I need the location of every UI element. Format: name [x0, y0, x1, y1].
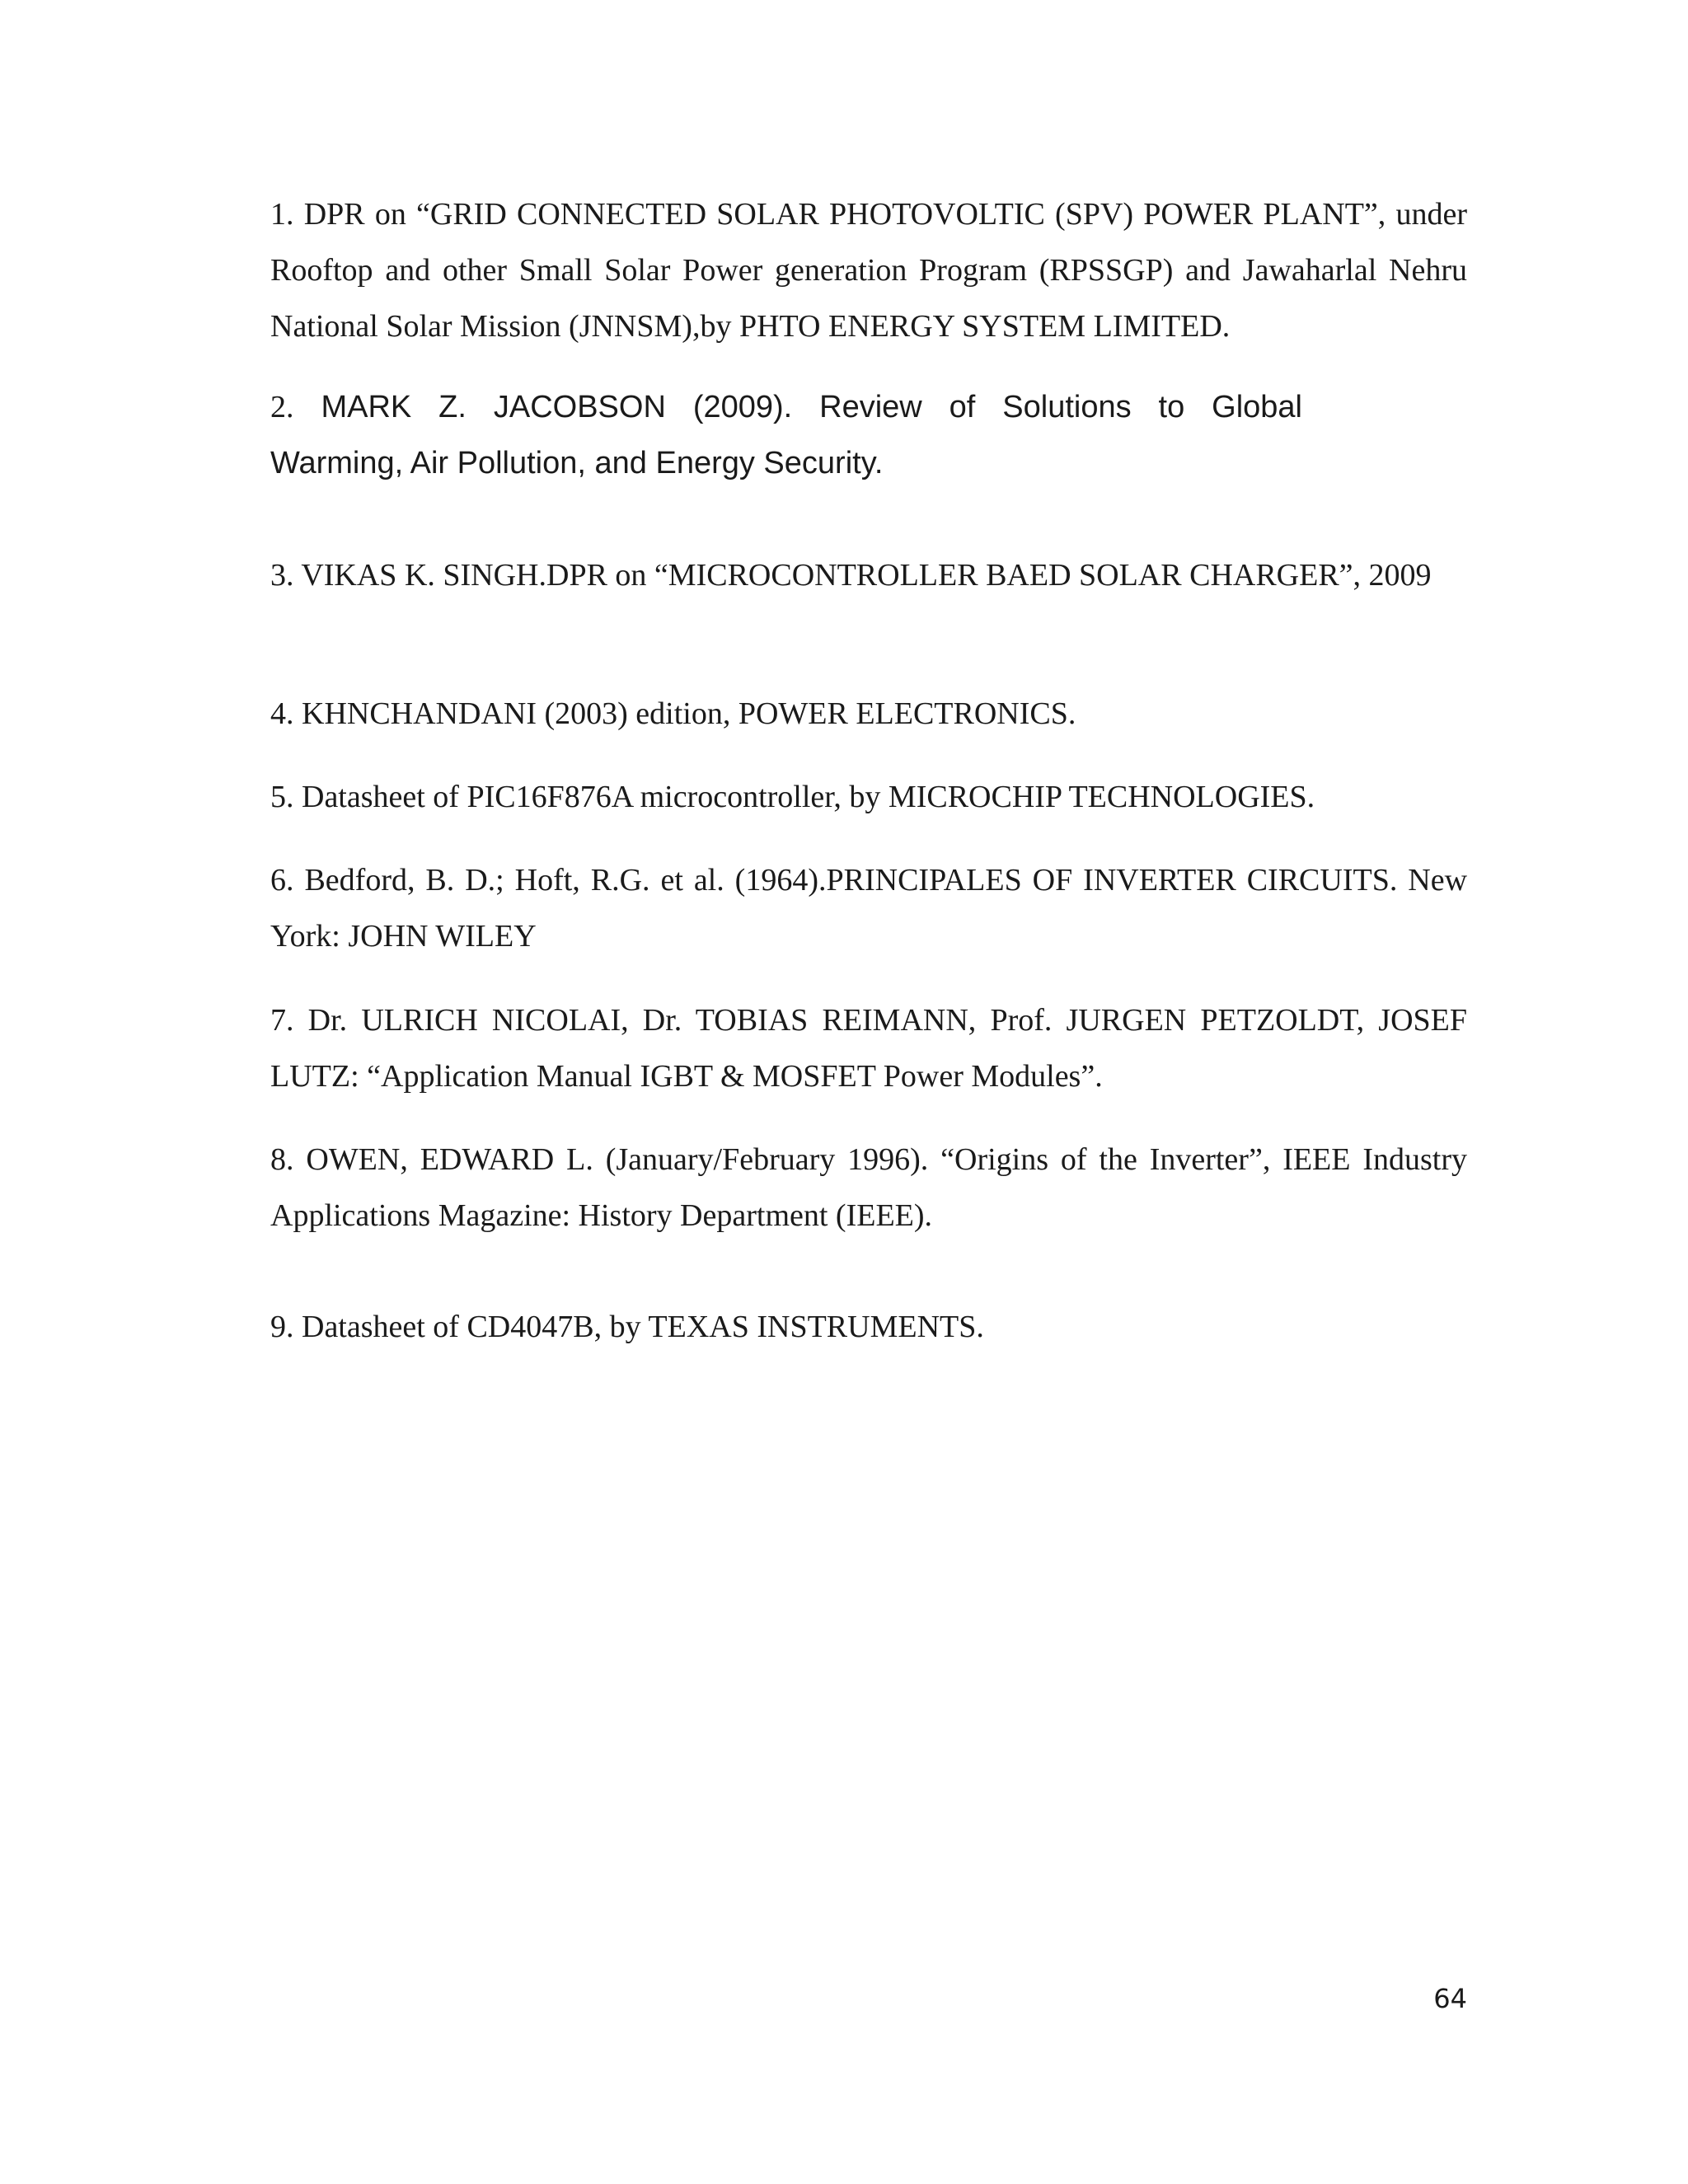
reference-item-7: [270, 992, 1467, 1104]
reference-item-8: [270, 1132, 1467, 1244]
page-number: 64: [1433, 1983, 1467, 2014]
reference-item-3: [270, 547, 1467, 603]
reference-line-1: [270, 379, 1302, 435]
reference-item-6: [270, 852, 1467, 964]
reference-item-1: [270, 186, 1467, 354]
reference-text: Datasheet of PIC16F876A microcontroller, by MICROCHIP TECHNOLOGIES.: [302, 780, 1315, 814]
reference-number: 7.: [270, 1003, 294, 1038]
reference-number: 9.: [270, 1310, 294, 1344]
reference-number: 6.: [270, 863, 294, 898]
reference-text: OWEN, EDWARD L. (January/February 1996). “Origins of the Inverter”, IEEE Industry Applications Magazine: History Department (IEEE).: [270, 1142, 1468, 1233]
reference-number: 8.: [270, 1142, 294, 1177]
reference-text: Bedford, B. D.; Hoft, R.G. et al. (1964).PRINCIPALES OF INVERTER CIRCUITS. New York: JOHN WILEY: [270, 863, 1468, 954]
reference-text: KHNCHANDANI (2003) edition, POWER ELECTRONICS.: [302, 696, 1076, 731]
reference-number: 3.: [270, 558, 294, 593]
reference-text: Datasheet of CD4047B, by TEXAS INSTRUMENTS.: [302, 1310, 984, 1344]
reference-item-5: [270, 769, 1467, 825]
reference-text: DPR on “GRID CONNECTED SOLAR PHOTOVOLTIC (SPV) POWER PLANT”, under Rooftop and other Small Solar Power generation Program (RPSSGP) and Jawaharlal Nehru National Solar Mission (JNNSM),by PHTO ENERGY SYSTEM LIMITED.: [270, 197, 1468, 344]
reference-number: 4.: [270, 696, 294, 731]
reference-text: VIKAS K. SINGH.DPR on “MICROCONTROLLER BAED SOLAR CHARGER”, 2009: [301, 558, 1432, 593]
reference-text: Dr. ULRICH NICOLAI, Dr. TOBIAS REIMANN, Prof. JURGEN PETZOLDT, JOSEF LUTZ: “Application Manual IGBT & MOSFET Power Modules”.: [270, 1003, 1468, 1094]
reference-number: 2.: [270, 390, 294, 424]
reference-text-line-2: Warming, Air Pollution, and Energy Security.: [270, 446, 884, 480]
reference-item-9: [270, 1299, 1467, 1355]
reference-text-line-1: MARK Z. JACOBSON (2009). Review of Solutions to Global: [321, 390, 1302, 424]
reference-number: 5.: [270, 780, 294, 814]
reference-item-4: [270, 686, 1467, 742]
reference-number: 1.: [270, 197, 294, 232]
reference-item-2: [270, 379, 1467, 491]
